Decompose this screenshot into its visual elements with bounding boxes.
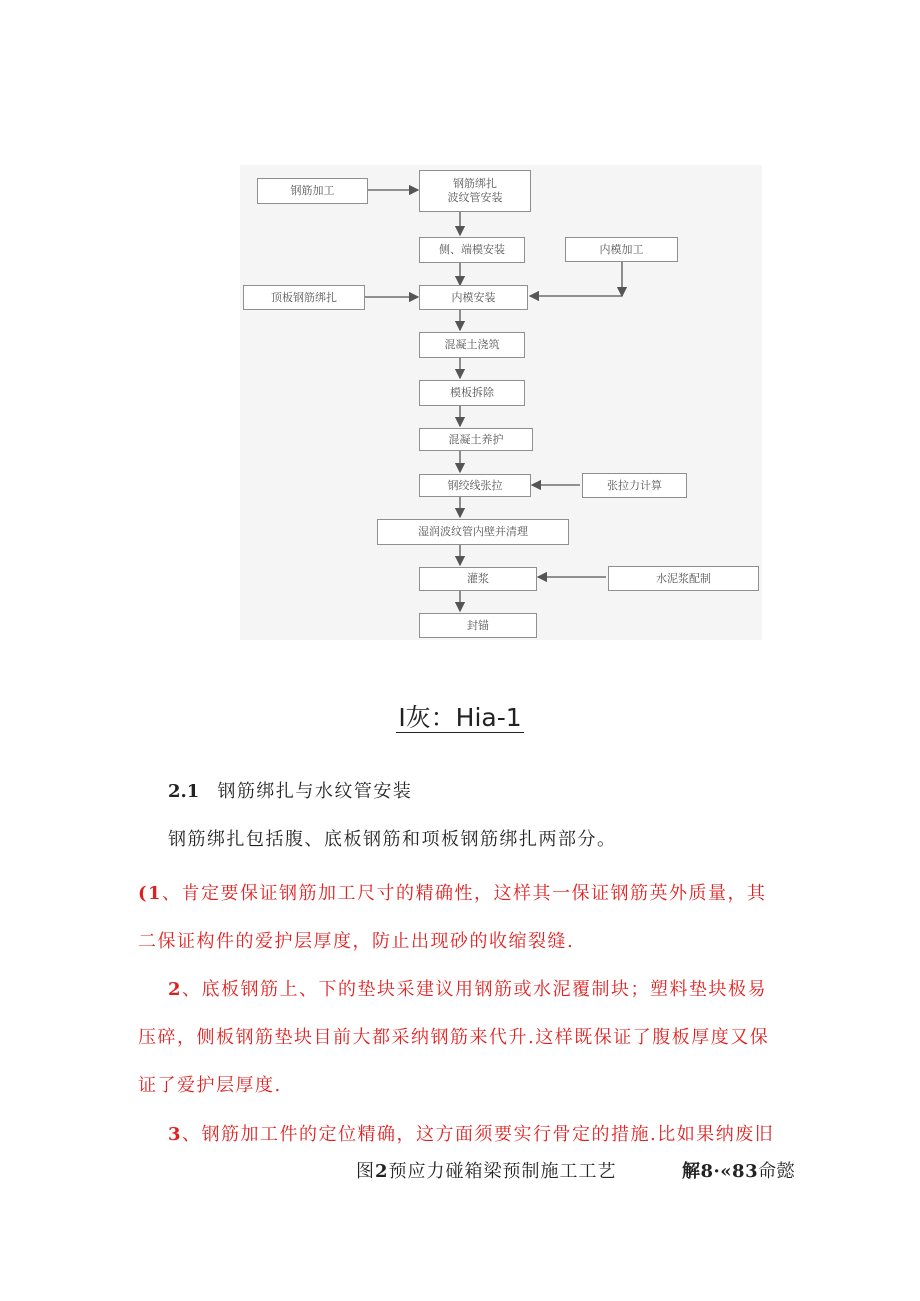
figure-caption-right [682, 1157, 795, 1183]
box-tension-calc: 张拉力计算 [582, 473, 687, 498]
figure-caption-text: 预应力碰箱梁预制施工工艺 [388, 1161, 617, 1182]
paragraph-3-number: 3 [168, 1124, 183, 1145]
box-steel-binding-line2: 波纹管安装 [447, 191, 503, 204]
paragraph-intro: 钢筋绑扎包括腹、底板钢筋和项板钢筋绑扎两部分。 [168, 829, 617, 850]
box-form-removal: 模板拆除 [419, 380, 525, 406]
figure-caption [356, 1157, 617, 1183]
paragraph-3-text1: 、钢筋加工件的定位精确，这方面须要实行骨定的措施.比如果纳废旧 [182, 1124, 775, 1145]
box-steel-processing: 钢筋加工 [257, 178, 368, 204]
box-anchor-seal: 封锚 [419, 613, 537, 638]
figure-caption-number: 2 [375, 1161, 389, 1182]
box-steel-binding-line1: 钢筋绑扎 [453, 177, 497, 190]
box-cement-mix: 水泥浆配制 [608, 566, 759, 591]
box-concrete-pour: 混凝土浇筑 [419, 332, 525, 358]
section-title: 钢筋绑扎与水纹管安装 [217, 781, 413, 802]
section-heading [168, 777, 412, 803]
box-inner-form-processing: 内模加工 [565, 237, 678, 262]
box-side-end-form: 侧、端模安装 [419, 237, 525, 263]
paragraph-2-number: 2 [168, 979, 183, 1000]
paragraph-1-number: (1 [138, 883, 163, 904]
box-concrete-cure: 混凝土养护 [419, 428, 533, 451]
figure-caption-prefix: 图 [356, 1161, 375, 1182]
box-inner-form-install: 内模安装 [419, 285, 528, 310]
paragraph-2-line1 [168, 975, 767, 1001]
paragraph-2-text1: 、底板钢筋上、下的垫块采建议用钢筋或水泥覆制块；塑料垫块极易 [182, 979, 768, 1000]
flowchart-diagram [240, 165, 762, 640]
figure-label [0, 698, 920, 734]
box-steel-binding [419, 170, 531, 212]
paragraph-1-line1 [138, 879, 767, 905]
box-duct-clean: 湿润波纹管内壁并清理 [377, 519, 569, 545]
paragraph-1-line2: 二保证构件的爱护层厚度，防止出现砂的收缩裂缝. [138, 931, 575, 952]
section-number: 2.1 [168, 781, 200, 802]
figure-caption-right-bold: 解8·«83 [682, 1161, 759, 1182]
box-strand-tension: 钢绞线张拉 [419, 474, 531, 497]
box-grouting: 灌浆 [419, 567, 537, 591]
paragraph-1-text1: 、肯定要保证钢筋加工尺寸的精确性，这样其一保证钢筋英外质量，其 [162, 883, 767, 904]
paragraph-2-line3: 证了爱护层厚度. [138, 1075, 282, 1096]
paragraph-2-line2: 压碎，侧板钢筋垫块目前大都采纳钢筋来代升.这样既保证了腹板厚度又保 [138, 1027, 770, 1048]
paragraph-3-line1 [168, 1120, 774, 1146]
figure-caption-right-tail: 命懿 [758, 1161, 796, 1182]
figure-label-text: I灰：Hia-1 [398, 703, 522, 732]
box-top-slab-binding: 顶板钢筋绑扎 [243, 285, 365, 310]
